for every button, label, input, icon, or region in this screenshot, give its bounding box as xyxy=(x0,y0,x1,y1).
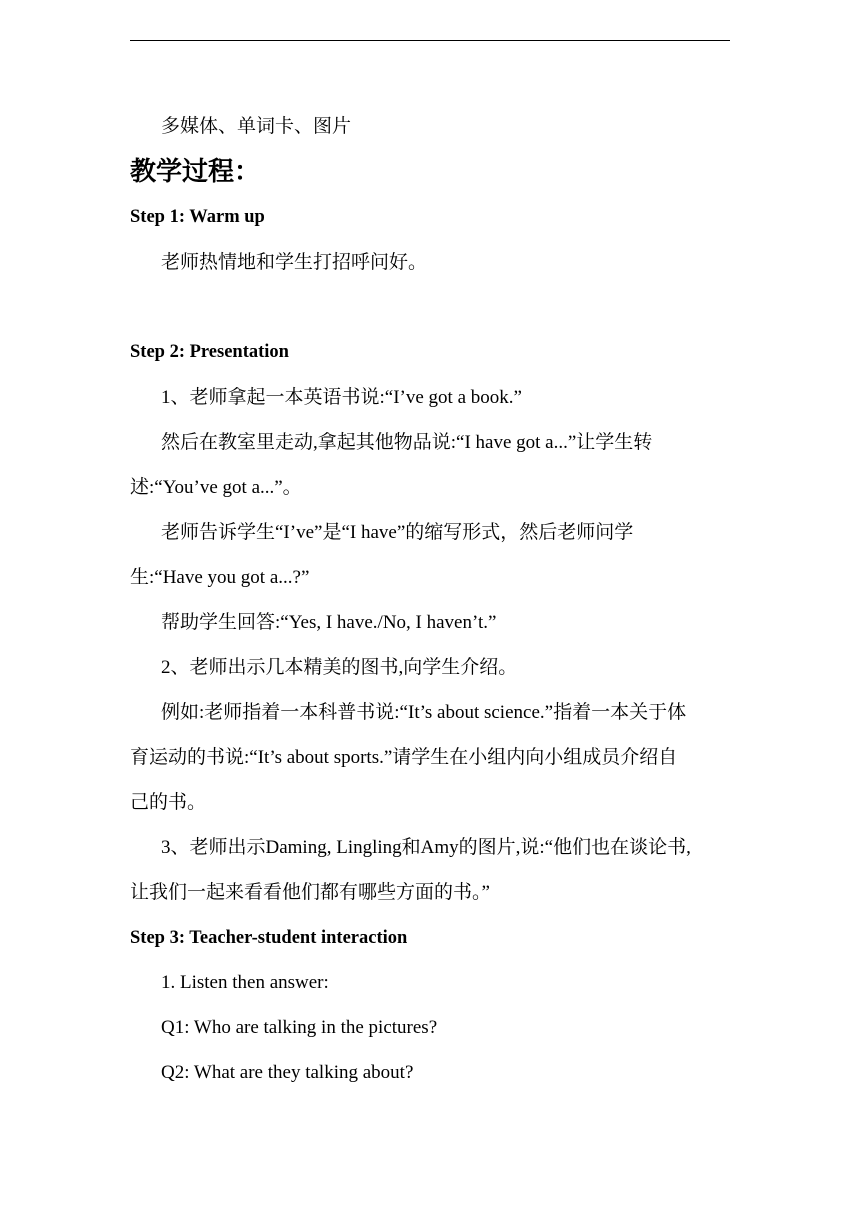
step3-heading: Step 3: Teacher-student interaction xyxy=(130,928,408,948)
step2-line: 生:“Have you got a...?” xyxy=(130,567,310,588)
step2-line: 3、老师出示Daming, Lingling和Amy的图片,说:“他们也在谈论书, xyxy=(161,837,691,858)
header-rule xyxy=(130,40,730,41)
step3-line: Q2: What are they talking about? xyxy=(161,1062,414,1083)
step2-line: 育运动的书说:“It’s about sports.”请学生在小组内向小组成员介绍自 xyxy=(130,747,678,768)
step2-line: 例如:老师指着一本科普书说:“It’s about science.”指着一本关于体 xyxy=(161,702,687,723)
step2-line: 己的书。 xyxy=(130,792,207,813)
section-title: 教学过程： xyxy=(130,157,261,186)
step2-line: 帮助学生回答:“Yes, I have./No, I haven’t.” xyxy=(161,612,497,633)
step1-heading: Step 1: Warm up xyxy=(130,207,265,227)
step1-text: 老师热情地和学生打招呼问好。 xyxy=(161,252,428,273)
step2-line: 然后在教室里走动,拿起其他物品说:“I have got a...”让学生转 xyxy=(161,432,653,453)
step2-line: 2、老师出示几本精美的图书,向学生介绍。 xyxy=(161,657,518,678)
step2-line: 1、老师拿起一本英语书说:“I’ve got a book.” xyxy=(161,387,522,408)
materials-text: 多媒体、单词卡、图片 xyxy=(161,116,352,137)
step2-line: 述:“You’ve got a...”。 xyxy=(130,477,302,498)
step2-line: 让我们一起来看看他们都有哪些方面的书。” xyxy=(130,882,490,903)
step3-line: Q1: Who are talking in the pictures? xyxy=(161,1017,438,1038)
step2-line: 老师告诉学生“I’ve”是“I have”的缩写形式，然后老师问学 xyxy=(161,522,634,543)
step2-heading: Step 2: Presentation xyxy=(130,342,289,362)
step3-line: 1. Listen then answer: xyxy=(161,972,329,993)
